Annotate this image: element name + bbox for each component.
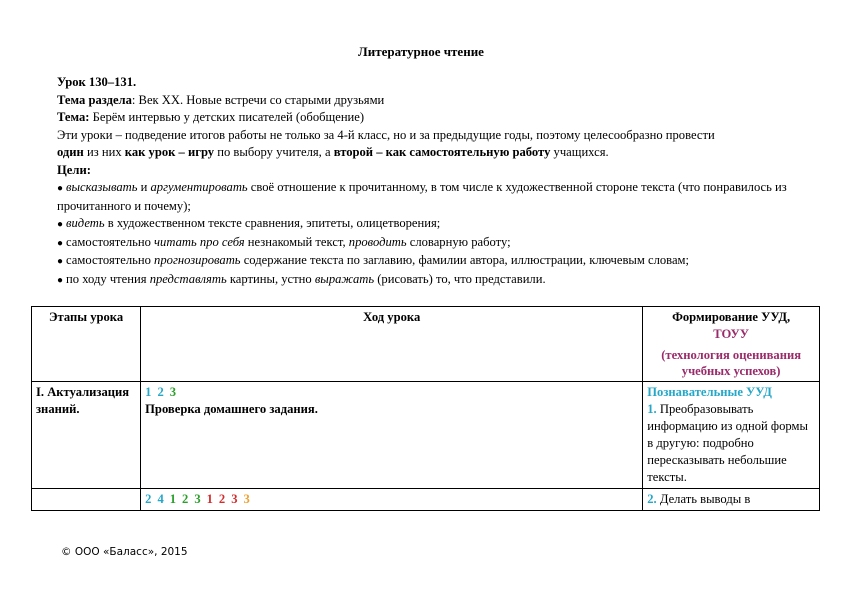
bullet-icon: ● (57, 183, 64, 194)
uud-description: Делать выводы в (656, 492, 751, 506)
course-cell (141, 489, 643, 511)
level-number: 1 (169, 492, 177, 506)
goal-text: по ходу чтения (66, 271, 150, 286)
description-text: из них (83, 145, 125, 159)
table-header-row (32, 307, 820, 382)
section-value: : Век XX. Новые встречи со старыми друзьями (131, 92, 385, 107)
goal-text: словарную работу; (406, 234, 511, 249)
level-numbers (145, 491, 638, 508)
course-cell (141, 382, 643, 489)
level-number: 3 (169, 385, 177, 399)
goal-text: в художественном тексте сравнения, эпитеты, олицетворения; (104, 216, 441, 230)
goal-text: самостоятельно (66, 253, 155, 267)
description-text: Эти уроки – подведение итогов работы не только за 4-й класс, но и за предыдущие годы, поэтому целесообразно провести (57, 127, 715, 142)
goal-text: (рисовать) то, что представили. (374, 271, 546, 286)
uud-text (647, 401, 815, 486)
level-number: 4 (157, 492, 164, 506)
lesson-table (31, 306, 820, 511)
goal-italic: аргументировать (150, 180, 248, 194)
description-bold: один (57, 145, 84, 159)
goal-text: и (137, 180, 151, 194)
uud-title: Познавательные УУД (647, 385, 772, 399)
goal-text: самостоятельно (66, 234, 155, 249)
uud-number: 1. (647, 402, 657, 416)
goal-italic: высказывать (66, 180, 138, 194)
goal-item (57, 179, 787, 215)
goal-italic: читать про себя (154, 234, 245, 249)
theme-value: Берём интервью у детских писателей (обобщение) (89, 110, 365, 124)
goal-italic: видеть (66, 216, 105, 230)
lesson-number: Урок 130–131. (57, 75, 137, 89)
description-bold: второй – как самостоятельную работу (333, 145, 551, 159)
level-number: 2 (182, 492, 189, 506)
header-touu: ТОУУ (713, 327, 750, 341)
uud-cell (643, 489, 820, 511)
section-label: Тема раздела (57, 92, 132, 107)
uud-text (647, 491, 815, 508)
header-course: Ход урока (141, 307, 643, 382)
section-line (57, 92, 787, 110)
table-row (32, 382, 820, 489)
uud-description: Преобразовывать информацию из одной формы в другую: подробно пересказывать небольшие тексты. (647, 402, 808, 484)
description (57, 127, 787, 162)
goal-item (57, 215, 787, 234)
level-number: 3 (231, 492, 238, 506)
level-number: 1 (145, 385, 152, 399)
bullet-icon: ● (57, 256, 64, 267)
bullet-icon: ● (57, 219, 64, 230)
stage-cell (32, 489, 141, 511)
description-text: учащихся. (550, 145, 609, 159)
goal-item (57, 271, 787, 290)
goal-italic: представлять (149, 271, 227, 286)
theme-line (57, 109, 787, 127)
goals-label: Цели: (57, 162, 91, 177)
header-uud-title: Формирование УУД, (672, 310, 791, 324)
level-numbers (145, 384, 638, 401)
goal-item (57, 234, 787, 253)
stage-cell: I. Актуализация знаний. (32, 382, 141, 489)
uud-cell (643, 382, 820, 489)
goal-italic: проводить (348, 234, 407, 249)
goal-item (57, 252, 787, 271)
header-stages: Этапы урока (32, 307, 141, 382)
level-number: 2 (145, 492, 152, 506)
table-row (32, 489, 820, 511)
header-uud (643, 307, 820, 382)
copyright-footer: © ООО «Баласс», 2015 (61, 546, 188, 558)
page-title: Литературное чтение (358, 44, 484, 59)
goal-text: картины, устно (226, 271, 315, 286)
level-number: 2 (157, 385, 164, 399)
goal-text: незнакомый текст, (244, 234, 349, 249)
goal-italic: прогнозировать (154, 253, 241, 267)
level-number: 3 (194, 492, 201, 506)
theme-label: Тема: (57, 110, 90, 124)
goal-text: своё отношение к прочитанному, в том числе к художественной стороне текста (что понравилось из прочитанного и почему); (57, 180, 787, 213)
description-text: по выбору учителя, а (214, 145, 334, 159)
goal-italic: выражать (314, 271, 375, 286)
description-bold: как урок – игру (124, 145, 215, 159)
goal-text: содержание текста по заглавию, фамилии автора, иллюстрации, ключевым словам; (240, 253, 690, 267)
uud-number: 2. (647, 492, 657, 506)
homework-task: Проверка домашнего задания. (145, 402, 318, 416)
bullet-icon: ● (57, 274, 64, 286)
header-touu-full: (технология оценивания учебных успехов) (661, 348, 802, 378)
level-number: 1 (206, 492, 213, 506)
level-number: 2 (218, 492, 226, 506)
bullet-icon: ● (57, 237, 64, 249)
lesson-intro (57, 74, 787, 289)
level-number: 3 (243, 492, 250, 506)
